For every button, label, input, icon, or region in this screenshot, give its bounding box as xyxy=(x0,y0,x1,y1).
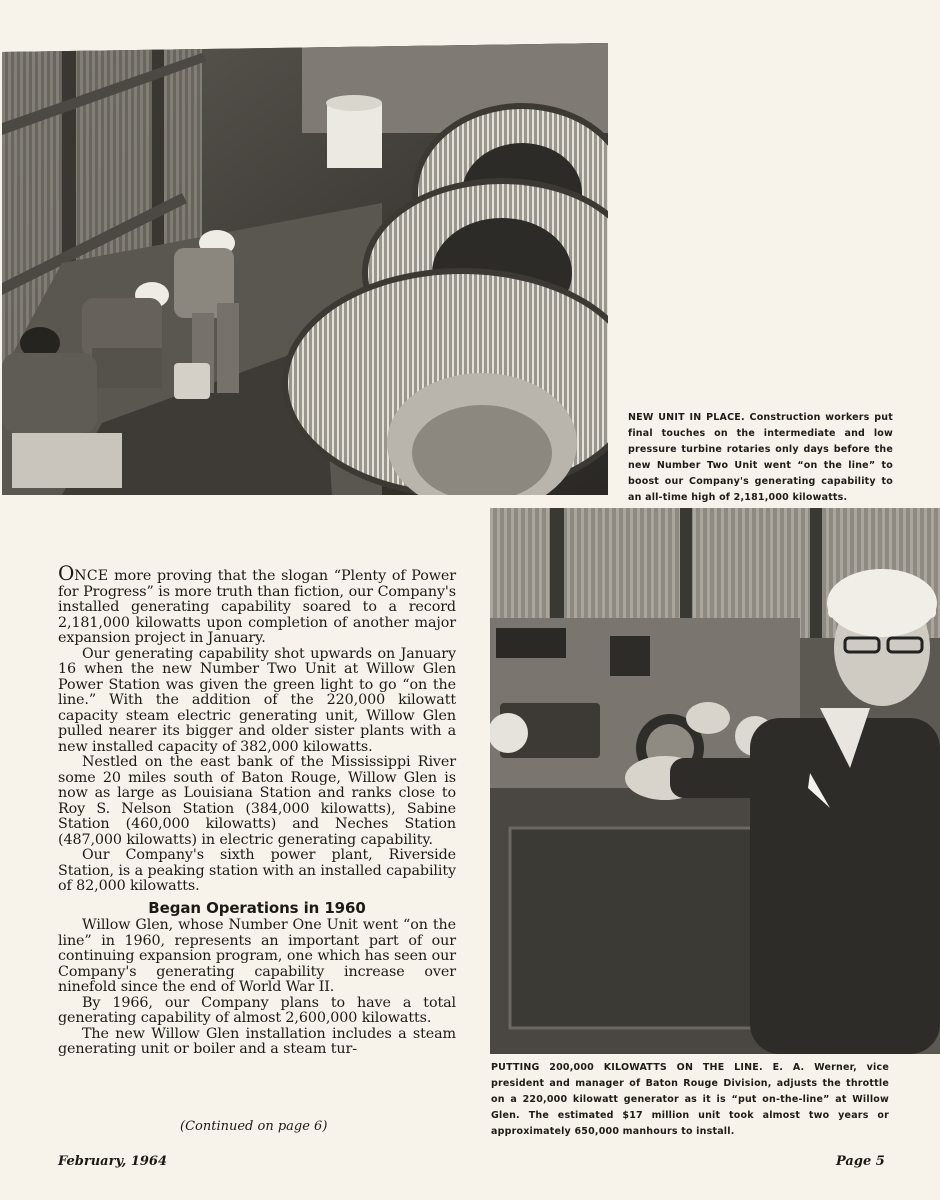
continued-notice: (Continued on page 6) xyxy=(180,1119,328,1134)
top-caption-body: Construction workers put final touches on the intermediate and low pressure turbine rotaries only days before the new Number Two Unit went “on the line” to boost our Company's generating capability to an all-time high of 2,181,000 kilowatts. xyxy=(628,412,893,503)
issue-date: February, 1964 xyxy=(58,1154,167,1169)
article-subhead: Began Operations in 1960 xyxy=(148,898,366,917)
article-paragraph-2: Our generating capability shot upwards on January 16 when the new Number Two Unit at Willow Glen Power Station was given the green light to go “on the line.” With the addition of the 220,000 kilowatt capacity steam electric generating unit, Willow Glen pulled nearer its bigger and older sister plants with a new installed capacity of 382,000 kilowatts. xyxy=(58,645,456,755)
article-paragraph-3: Nestled on the east bank of the Mississippi River some 20 miles south of Baton Rouge, Willow Glen is now as large as Louisiana Station and ranks close to Roy S. Nelson Station (384,000 kilowatts), Sabine Station (460,000 kilowatts) and Neches Station (487,000 kilowatts) in electric generating capability. xyxy=(58,754,456,848)
top-photo-caption xyxy=(628,410,893,506)
drop-cap: O xyxy=(58,561,75,585)
article-column xyxy=(58,561,456,1058)
article-paragraph-1 xyxy=(58,561,456,647)
lead-smallcaps: NCE xyxy=(74,568,109,584)
right-caption-lead: PUTTING 200,000 KILOWATTS ON THE LINE. xyxy=(491,1062,763,1073)
right-photo-caption xyxy=(491,1060,889,1140)
turbine-workers-photo xyxy=(2,43,608,495)
article-paragraph-6: By 1966, our Company plans to have a total generating capability of almost 2,600,000 kilowatts. xyxy=(58,994,456,1026)
right-caption-body: E. A. Werner, vice president and manager of Baton Rouge Division, adjusts the throttle on a 220,000 kilowatt generator as it is “put on-the-line” at Willow Glen. The estimated $17 million unit took almost two years or approximately 650,000 manhours to install. xyxy=(491,1062,889,1137)
article-paragraph-7: The new Willow Glen installation includes a steam generating unit or boiler and a steam tur- xyxy=(58,1025,456,1057)
top-caption-lead: NEW UNIT IN PLACE. xyxy=(628,412,745,423)
page-number: Page 5 xyxy=(836,1154,885,1169)
paragraph-1-text: more proving that the slogan “Plenty of Power for Progress” is more truth than fiction, our Company's installed generating capability soared to a record 2,181,000 kilowatts upon completion of another major expansion project in January. xyxy=(58,568,456,646)
article-paragraph-4: Our Company's sixth power plant, Riverside Station, is a peaking station with an installed capability of 82,000 kilowatts. xyxy=(58,847,456,894)
werner-throttle-photo xyxy=(490,508,940,1054)
article-paragraph-5: Willow Glen, whose Number One Unit went “on the line” in 1960, represents an important part of our continuing expansion program, one which has seen our Company's generating capability increase over ninefold since the end of World War II. xyxy=(58,917,456,995)
